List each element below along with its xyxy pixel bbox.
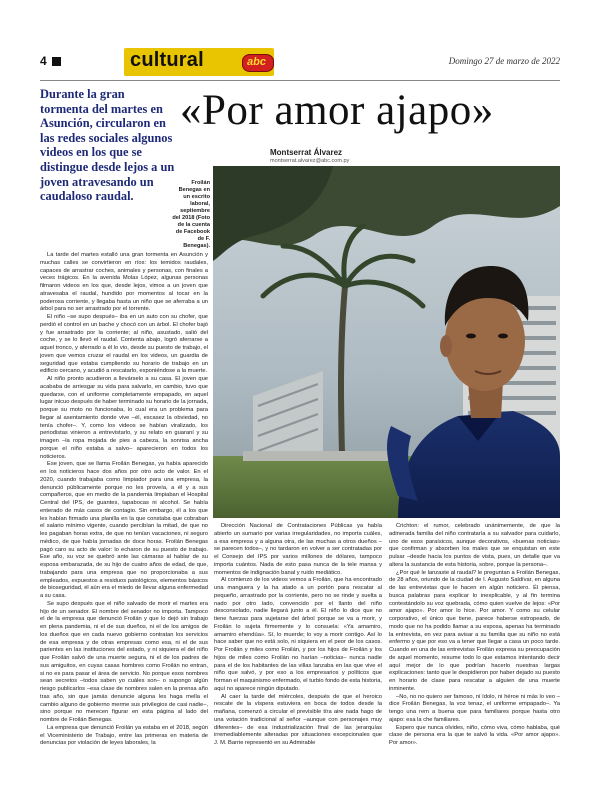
page-header	[40, 48, 560, 78]
section-banner	[124, 48, 274, 76]
body-paragraph: Crichton: el rumor, celebrado unánimemente, de que la adinerada familia del niño contrataría a su salvador para cuidarlo, uno de esos paraísicos, aunque decorativos, «buenas noticias» que confirman y absorben los males que se enquistan en este pulsar –desde hacia los puntos de vista, pues, un detalle que va altera la sustancia de esta historia, sobre, porque la persona–.	[389, 523, 560, 568]
body-paragraph: Al comienzo de los videos vemos a Froilán, que ha encontrado una manguera y la ha atado a un portón para rescatar al pequeño, arrastrado por la corriente, pero no se rinde y suelta a nado por otro lado, convencido por el llanto del niño desconsolado, nadie llegará junto a él. El niño lo dice que no tiene fuerzas para sujetarse del árbol porque se va a morir, y Froilán lo sujeta firmemente y lo consuela: «Ya amamiro, amamiro ehendúa». Sí, lo muerde; lo voy a morir contigo. Así lo hace saber que no está solo, ni siquiera en el peor de los casos. Por Froilán y miles como Froilán, y por los hijos de Froilán y los hijos de miles como Froilán no harían –noticias– nunca nadie para el de los habitantes de las villas lanzaba en las que vive el niño que salvó, y por eso a los empresarios y políticos que forman el maquinismo enfermado, el turbio fondo de esta historia, aquí no aparece ningún diputado.	[214, 577, 382, 692]
logo-text: abc	[247, 56, 266, 68]
body-paragraph: –No, no no quiero ser famoso, ni ídolo, ni héroe ni más lo veo –dice Froilán Benegas, la voz tenaz, el uniforme empapado–. Ya tengo una rem a buena que para familiares porque hasta otro ajapo: esa la che familiares.	[389, 693, 560, 723]
body-paragraph: Espero que nunca olvides, niño, cómo viva, cómo hablaba, qué clase de persona era la que te salvó la vida. «Por amor ajapo». Por amor».	[389, 724, 560, 746]
selfie-photo-illustration	[213, 166, 560, 518]
body-paragraph: La empresa que denunció Froilán ya estaba en el 2018, según el Viceministerio de Trabajo, entre las primeras en materia de denuncias por violación de leyes laborales, la	[40, 724, 208, 747]
body-paragraph: El niño –se supo después– iba en un auto con su chofer, que perdió el control en un bache y chocó con un árbol. El chofer bajó y fue arrastrado por la corriente; al niño, asustado, salió del coche, y se lo llevó el raudal. Contenta abajo, logró aferrarse a aquel tronco, y aferrado a él lo vio, desde su puesto de trabajo, el joven que vemos cruzar el raudal en los videos, un guardia de seguridad que estaba cumpliendo su horario de trabajo en un edificio cercano, y acudió a rescatarlo, exponiéndose a la muerte.	[40, 314, 208, 375]
body-paragraph: Al niño pronto acudieron a llevárselo a su casa. El joven que acababa de arriesgar su vida para salvarlo, en cambio, tuvo que quedarse, con el uniforme completamente empapado, en aquel lugar inicuo después de haber terminado su horario de la jornada, porque su moto no funcionaba, lo cual era un problema para llegar al asentamiento donde vive –él, escasez la obviedad, no tenía chofer–. Y, como los videos se habían viralizado, los periodistas vinieron a entrevistarlo, y su relato en guaraní y su imagen –la ropa mojada de pies a cabeza, la sonrisa ancha porque el niño estaba a salvo– aparecieron en todos los noticieros.	[40, 376, 208, 460]
header-divider	[40, 80, 560, 81]
body-paragraph: Dirección Nacional de Contrataciones Públicas ya había abierto un sumario por varias irregularidades, no importa cuáles, a esa empresa y a alguna otra, de las muchas a otros dueños –se parecen todos–, y no tardaron en volver a ser contratadas por el Consejo del IPS por varios millones de dólares, tampoco importa cuántos. Nada de esto pasa nunca de la tele mansa y momentos de indignación banal y ruido mediático.	[214, 523, 382, 576]
body-column-1	[40, 252, 208, 800]
page-number: 4	[40, 54, 47, 68]
body-paragraph: Ese joven, que se llama Froilán Benegas, ya había aparecido en los noticieros hace dos años por otro acto de valor. En el 2020, cuando trabajaba como limpiador para una empresa, la denunció públicamente porque no les proveía, a él y a sus compañeros, que en medio de la pandemia limpiaban el Hospital Central del IPS, de guantes, tapabocas ni alcohol. Se había enterado de más casos de contagio. Sin embargo, él a los que les habían firmado una planilla en la que constaba que cobraban el salario mínimo vigente, cuando percibían la mitad, de que no les pagaban horas extra, de que no tenían vacaciones, ni seguro médico, de que había jornadas de doce horas. Froilán Benegas pagó caro su acto de valor: lo echaron de su puesto de trabajo. Ese año, su voz se quebró ante las cámaras al hablar de su esposa embarazada, de su hijo de cuatro años de edad, de que, trabajando para una empresa que no proporcionaba a sus empleados, expuestos a residuos patológicos, elementos básicos de bioseguridad, él aún era el miedo de llevar alguna enfermedad a su casa.	[40, 461, 208, 599]
photo-caption: Froilán Benegas en un escrito laboral, septiembre del 2018 (Foto de la cuenta de Facebook de F. Benegas).	[172, 180, 210, 249]
article-deck: Durante la gran tormenta del martes en Asunción, circularon en las redes sociales algunos videos en los que se distingue desde lejos a un joven atravesando un caudaloso raudal.	[40, 87, 175, 204]
body-paragraph: ¿Por qué le lanzaste al raudal? le preguntan a Froilán Benegas, de 28 años, oriundo de la ciudad de I. Augusto Saldívar, en alguna de las entrevistas que le hacen en algún noticiero. Él piensa, busca palabras para explicar lo inexplicable, y al fin termina contestándolo su voz quebrada, cómo quien vuelve de lejos: «Por amor ajapo». Por amor lo hice. Por amor. Y como su celular corporativo, el único que tiene, parece haberse estropeado, de modo que no ha podido llamar a su esposa, apenas ha terminado la entrevista, en vez para avisar a su familia que su niño no está enfermo y que por eso va a tener que llegar a casa un poco tarde. Cuando en una de las entrevistas Froilán expresa su preocupación de aquel momento, resume todo lo que estamos intentando decir aquí mejor de lo que podrían hacerlo nuestras largas explicaciones: tanto que le despidieron por haber dejado su puesto en horario de clase para rescatar a alguien de una muerte inminente.	[389, 569, 560, 692]
abc-logo-icon	[242, 54, 274, 72]
section-label: cultural	[130, 49, 204, 71]
issue-date: Domingo 27 de marzo de 2022	[448, 56, 560, 66]
byline-email: montserrat.alvarez@abc.com.py	[270, 158, 350, 164]
body-paragraph: Se supo después que el niño salvado de morir el martes era hijo de un senador. El nombre del senador no importa. Tampoco el de la empresa que denunció Froilán y que lo dejó sin trabajo en plena pandemia, ni el de sus dueños, ni el de los amigos de los dueños que en cada nuevo gobierno contratan los servicios de esa empresa y de otras empresas como esa, ni el de sus parientes en las instituciones del estado, y ni siquiera el del niño que Froilán salvó de una muerte segura, ni el de los padres de sus amiguitos, en cuyas casas hombres como Froilán no entran, si no es para pasar el área de servicio. No porque esos nombres sean secretos –todos saben yo cuáles son– o supongo algún riesgo publicarlos –esa clase de nombres salen en la prensa año tras año, sin que jamás denuncie alguna les haga mella el cambio alguno de gobierno merme sus privilegios de casi nadie–, sino porque no merecen figurar en esta página al lado del nombre de Froilán Benegas.	[40, 600, 208, 723]
body-paragraph: La tarde del martes estalló una gran tormenta en Asunción y muchas calles se convirtieron en ríos: los temidos raudales, capaces de arrastrar coches, animales y personas, con finales a veces trágicos. En la avenida Molas López, algunas personas filmaron videos en los que, desde lejos, vimos a un joven que atravesaba el raudal, hundido por momentos al tocar en la poderosa corriente, y llegaba hasta un niño que se aferraba a un árbol para no ser arrastrado por el torrente.	[40, 252, 208, 313]
byline-author: Montserrat Álvarez	[270, 148, 343, 157]
body-paragraph: Al caer la tarde del miércoles, después de que el heroico rescate de la víspera estuviera en boca de todos desde la mañana, comenzó a circular el previsible tíra aire nada hago de una votación tradicional al señor –aunque con personajes muy diferentes– de esa industrialización final de las jerarquías irremediablemente alteradas por situaciones excepcionales que J. M. Barrie representó en su Admirable	[214, 693, 382, 746]
square-marker-icon	[52, 57, 61, 66]
article-headline: «Por amor ajapo»	[180, 87, 494, 134]
article-photo	[213, 166, 560, 518]
body-column-2	[214, 523, 382, 800]
body-column-3	[389, 523, 560, 800]
